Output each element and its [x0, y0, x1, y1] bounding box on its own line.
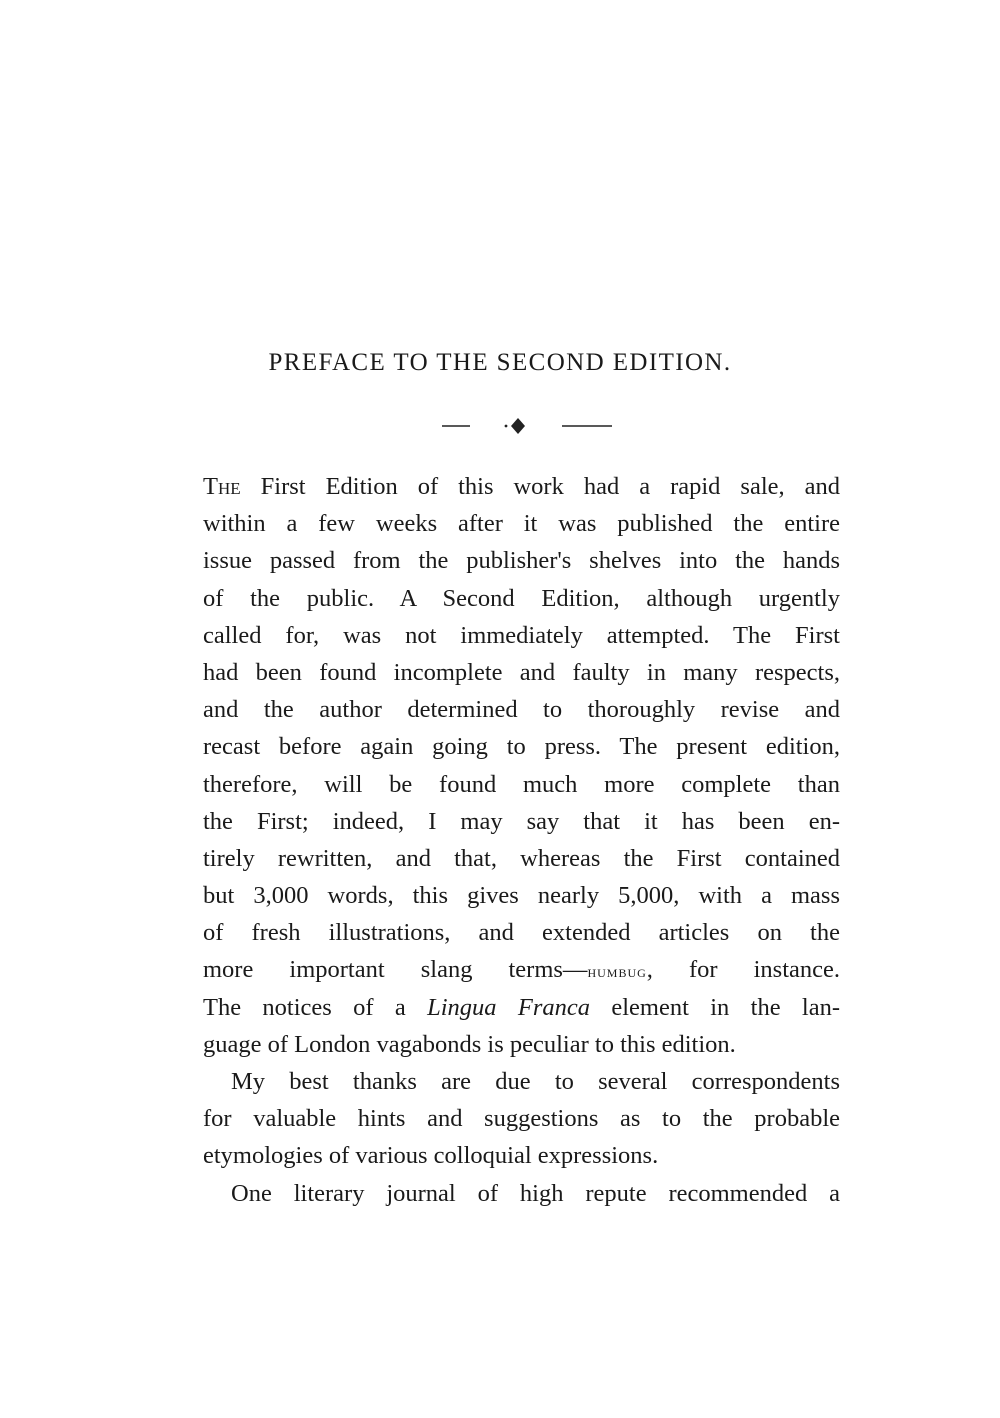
- page-title: PREFACE TO THE SECOND EDITION.: [268, 349, 732, 376]
- text-line: My best thanks are due to several correspondents: [231, 1068, 840, 1095]
- text-line: for valuable hints and suggestions as to the probable: [203, 1105, 840, 1133]
- slang-term-humbug: humbug: [587, 962, 647, 982]
- text-line: therefore, will be found much more complete than: [203, 770, 840, 798]
- text-line: had been found incomplete and faulty in many respects,: [203, 658, 840, 686]
- text-line: within a few weeks after it was published the entire: [203, 510, 840, 538]
- text-line: the First; indeed, I may say that it has been en-: [203, 807, 840, 835]
- ornament-divider-icon: [440, 414, 615, 434]
- text-line: guage of London vagabonds is peculiar to this edition.: [203, 1030, 736, 1058]
- text-line: of fresh illustrations, and extended articles on the: [203, 919, 840, 947]
- paragraph-2: [203, 1063, 840, 1175]
- text-line: but 3,000 words, this gives nearly 5,000, with a mass: [203, 882, 840, 910]
- text-line: called for, was not immediately attempted. The First: [203, 621, 840, 649]
- text-line: and the author determined to thoroughly revise and: [203, 696, 840, 724]
- preface-body: [203, 468, 840, 1212]
- drop-lead-word: The: [203, 473, 241, 500]
- italic-term: Lingua Franca: [427, 993, 591, 1021]
- text-line: etymologies of various colloquial expressions.: [203, 1142, 659, 1170]
- paragraph-3: [203, 1175, 840, 1212]
- text-line: The First Edition of this work had a rapid sale, and: [203, 473, 840, 500]
- paragraph-1: [203, 468, 840, 1063]
- text-line: issue passed from the publisher's shelves into the hands: [203, 547, 840, 575]
- text-line: more important slang terms—humbug, for instance.: [203, 956, 840, 984]
- text-line: One literary journal of high repute recommended a: [231, 1179, 840, 1207]
- text-line: of the public. A Second Edition, although urgently: [203, 584, 840, 612]
- text-line: recast before again going to press. The present edition,: [203, 733, 840, 761]
- text-line: tirely rewritten, and that, whereas the First contained: [203, 844, 840, 872]
- text-line: The notices of a Lingua Franca element in the lan-: [203, 993, 840, 1021]
